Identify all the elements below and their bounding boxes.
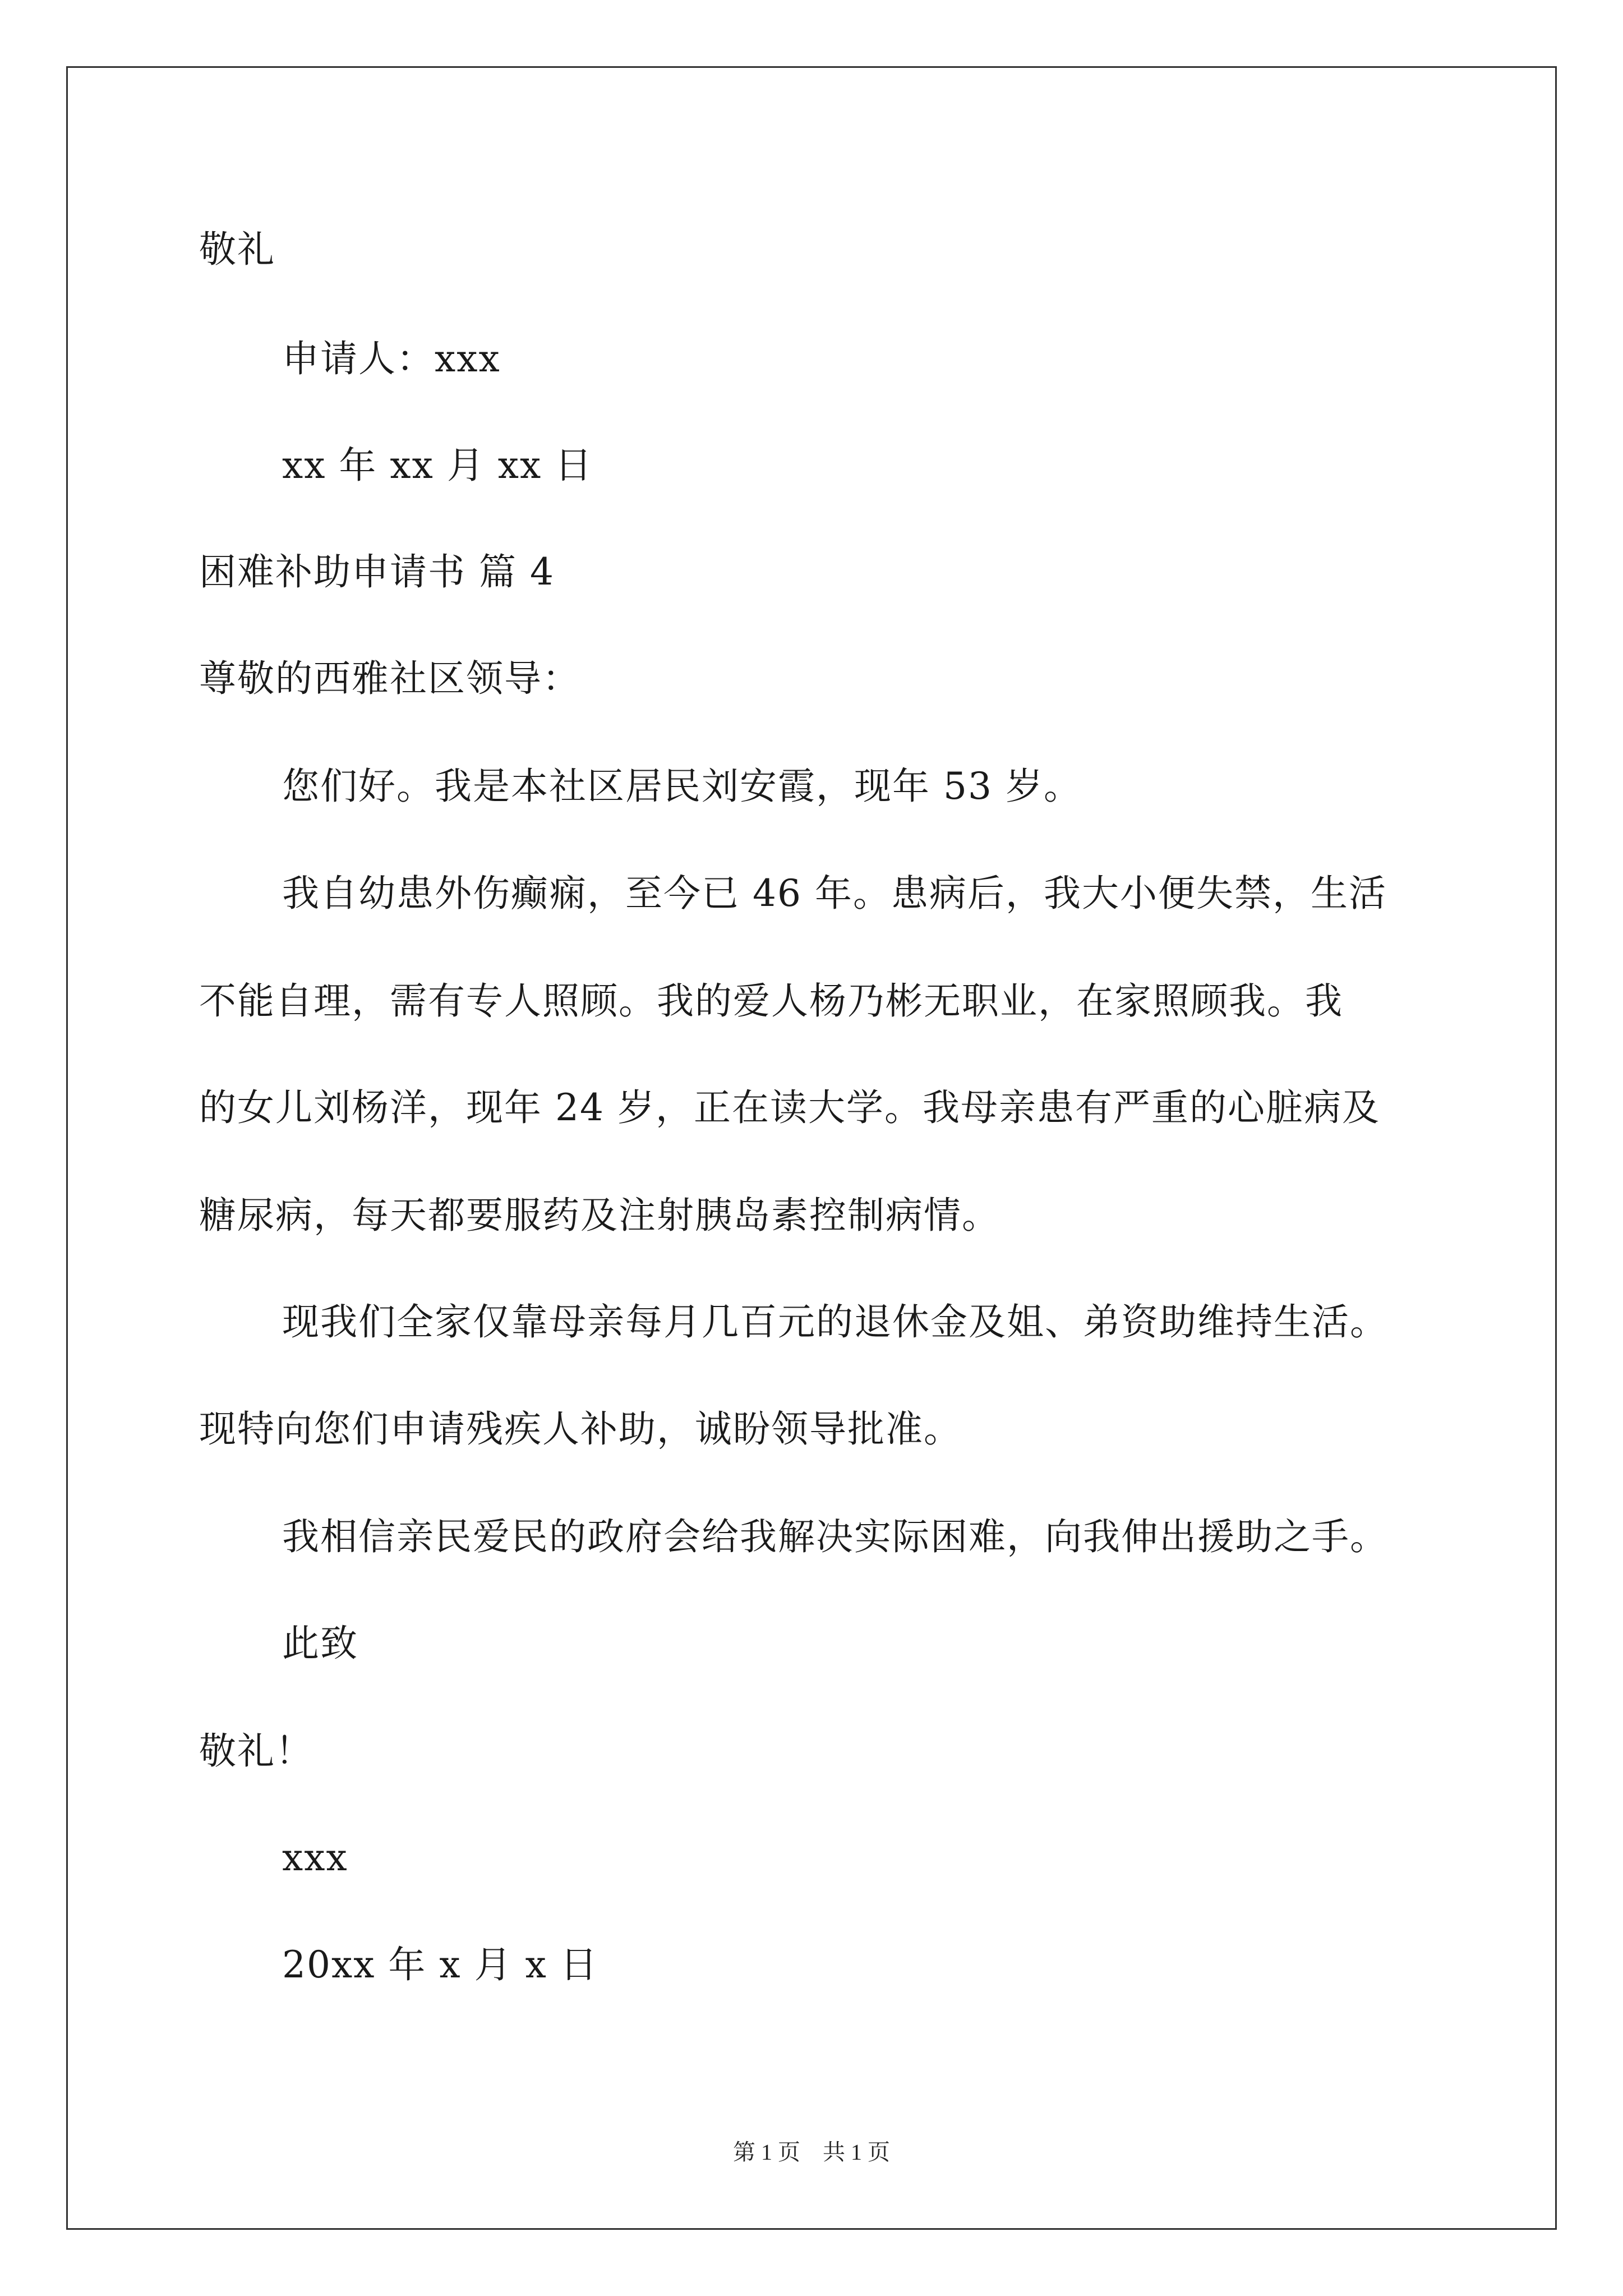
paragraph-line: 我相信亲民爱民的政府会给我解决实际困难，向我伸出援助之手。 bbox=[282, 1515, 1388, 1558]
applicant-signature: 申请人：xxx bbox=[282, 337, 501, 380]
paragraph-line: 现特向您们申请残疾人补助，诚盼领导批准。 bbox=[199, 1407, 962, 1451]
page-footer: 第 1 页 共 1 页 bbox=[733, 2139, 890, 2165]
closing-salutation: 敬礼！ bbox=[199, 1729, 313, 1773]
signature-name: xxx bbox=[282, 1836, 348, 1879]
paragraph-line: 的女儿刘杨洋，现年 24 岁，正在读大学。我母亲患有严重的心脏病及 bbox=[199, 1086, 1380, 1129]
paragraph-line: 不能自理，需有专人照顾。我的爱人杨乃彬无职业，在家照顾我。我 bbox=[199, 979, 1343, 1023]
section-heading: 困难补助申请书 篇 4 bbox=[199, 550, 555, 593]
closing-phrase: 此致 bbox=[282, 1622, 358, 1665]
paragraph-line: 您们好。我是本社区居民刘安霞，现年 53 岁。 bbox=[282, 765, 1082, 808]
paragraph-line: 现我们全家仅靠母亲每月几百元的退休金及姐、弟资助维持生活。 bbox=[282, 1300, 1388, 1343]
letter-greeting: 尊敬的西雅社区领导： bbox=[199, 657, 580, 700]
page-border bbox=[66, 66, 1557, 2230]
paragraph-line: 我自幼患外伤癫痫，至今已 46 年。患病后，我大小便失禁，生活 bbox=[282, 872, 1387, 915]
closing-salutation: 敬礼 bbox=[199, 228, 275, 271]
paragraph-line: 糖尿病，每天都要服药及注射胰岛素控制病情。 bbox=[199, 1194, 1000, 1237]
signature-date: 20xx 年 x 月 x 日 bbox=[282, 1943, 598, 1986]
signature-date: xx 年 xx 月 xx 日 bbox=[282, 444, 593, 487]
